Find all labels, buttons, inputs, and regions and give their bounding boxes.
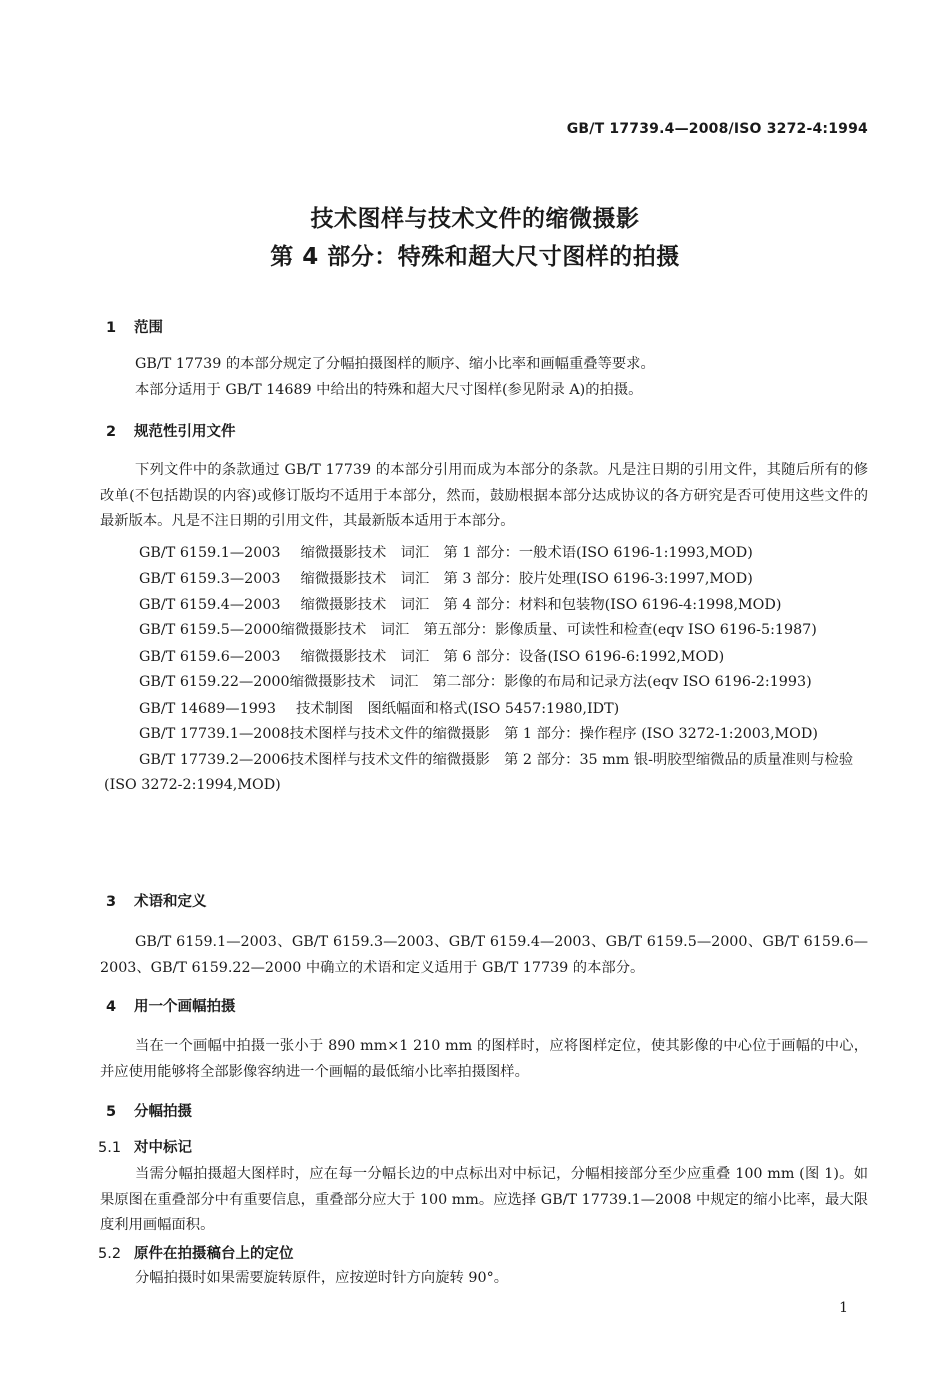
reference-item [104,748,868,798]
reference-item [104,644,868,670]
section-title: 规范性引用文件 [134,424,236,440]
section-number: 1 [106,320,117,336]
subsection-5-1-body [100,1162,868,1239]
section-2-body [100,458,868,535]
subsection-number: 5.1 [98,1140,122,1156]
paragraph: 当需分幅拍摄超大图样时，应在每一分幅长边的中点标出对中标记，分幅相接部分至少应重叠 100 mm (图 1)。如果原图在重叠部分中有重要信息，重叠部分应大于 100 mm。应选择 GB/T 17739.1—2008 中规定的缩小比率，最大限度利用画幅面积。 [100,1166,868,1233]
reference-item [104,618,868,643]
document-title [0,200,950,276]
reference-title: 缩微摄影技术 词汇 第五部分：影像质量、可读性和检查(eqv ISO 6196-5:1987) [280,622,817,638]
section-4-heading [106,995,236,1016]
section-title: 用一个画幅拍摄 [134,999,236,1015]
reference-item [104,592,868,618]
section-title: 术语和定义 [134,894,207,910]
reference-code: GB/T 17739.1—2008 [139,726,290,742]
reference-code: GB/T 14689—1993 [139,701,276,717]
reference-title: 缩微摄影技术 词汇 第 4 部分：材料和包装物(ISO 6196-4:1998,MOD) [300,597,782,613]
section-number: 3 [106,894,117,910]
section-1-heading [106,316,163,337]
reference-item [104,540,868,566]
paragraph: 分幅拍摄时如果需要旋转原件，应按逆时针方向旋转 90°。 [135,1270,509,1286]
subsection-5-2-heading [98,1242,294,1263]
paragraph: GB/T 17739 的本部分规定了分幅拍摄图样的顺序、缩小比率和画幅重叠等要求。 [135,356,655,372]
section-title: 分幅拍摄 [134,1104,192,1120]
section-number: 2 [106,424,117,440]
reference-title: 缩微摄影技术 词汇 第二部分：影像的布局和记录方法(eqv ISO 6196-2:1993) [289,674,812,690]
reference-code: GB/T 6159.4—2003 [139,597,281,613]
reference-title: 技术图样与技术文件的缩微摄影 第 2 部分：35 mm 银-明胶型缩微品的质量准则与检验(ISO 3272-2:1994,MOD) [104,752,854,793]
section-number: 4 [106,999,117,1015]
reference-item [104,670,868,695]
subsection-number: 5.2 [98,1246,122,1262]
standard-number: GB/T 17739.4—2008/ISO 3272-4:1994 [566,121,868,137]
reference-code: GB/T 6159.22—2000 [139,674,290,690]
page-number: 1 [839,1300,848,1316]
section-4-body [100,1034,868,1085]
reference-title: 技术图样与技术文件的缩微摄影 第 1 部分：操作程序 (ISO 3272-1:2003,MOD) [289,726,818,742]
subsection-title: 原件在拍摄稿台上的定位 [134,1246,294,1262]
normative-reference-list [100,540,868,799]
section-1-body [100,352,868,403]
section-3-body [100,930,868,981]
reference-code: GB/T 6159.3—2003 [139,571,281,587]
subsection-5-1-heading [98,1136,192,1157]
reference-item [104,696,868,722]
reference-code: GB/T 6159.5—2000 [139,622,281,638]
reference-code: GB/T 6159.1—2003 [139,545,281,561]
reference-item [104,566,868,592]
reference-title: 缩微摄影技术 词汇 第 1 部分：一般术语(ISO 6196-1:1993,MOD) [300,545,753,561]
section-2-heading [106,420,236,441]
title-line-1: 技术图样与技术文件的缩微摄影 [310,206,640,232]
section-number: 5 [106,1104,117,1120]
reference-item [104,722,868,747]
reference-code: GB/T 17739.2—2006 [139,752,290,768]
title-line-2: 第 4 部分：特殊和超大尺寸图样的拍摄 [270,244,680,270]
section-title: 范围 [134,320,163,336]
subsection-title: 对中标记 [134,1140,192,1156]
reference-code: GB/T 6159.6—2003 [139,649,281,665]
paragraph: GB/T 6159.1—2003、GB/T 6159.3—2003、GB/T 6159.4—2003、GB/T 6159.5—2000、GB/T 6159.6—2003、GB/T 6159.22—2000 中确立的术语和定义适用于 GB/T 17739 的本部分。 [100,934,868,976]
paragraph: 下列文件中的条款通过 GB/T 17739 的本部分引用而成为本部分的条款。凡是注日期的引用文件，其随后所有的修改单(不包括勘误的内容)或修订版均不适用于本部分，然而，鼓励根据本部分达成协议的各方研究是否可使用这些文件的最新版本。凡是不注日期的引用文件，其最新版本适用于本部分。 [100,462,868,529]
section-5-heading [106,1100,192,1121]
subsection-5-2-body [100,1266,868,1292]
section-3-heading [106,890,207,911]
reference-title: 技术制图 图纸幅面和格式(ISO 5457:1980,IDT) [296,701,620,717]
reference-title: 缩微摄影技术 词汇 第 6 部分：设备(ISO 6196-6:1992,MOD) [300,649,725,665]
paragraph: 当在一个画幅中拍摄一张小于 890 mm×1 210 mm 的图样时，应将图样定位，使其影像的中心位于画幅的中心，并应使用能够将全部影像容纳进一个画幅的最低缩小比率拍摄图样。 [100,1038,868,1080]
paragraph: 本部分适用于 GB/T 14689 中给出的特殊和超大尺寸图样(参见附录 A)的拍摄。 [135,381,643,398]
reference-title: 缩微摄影技术 词汇 第 3 部分：胶片处理(ISO 6196-3:1997,MOD) [300,571,753,587]
